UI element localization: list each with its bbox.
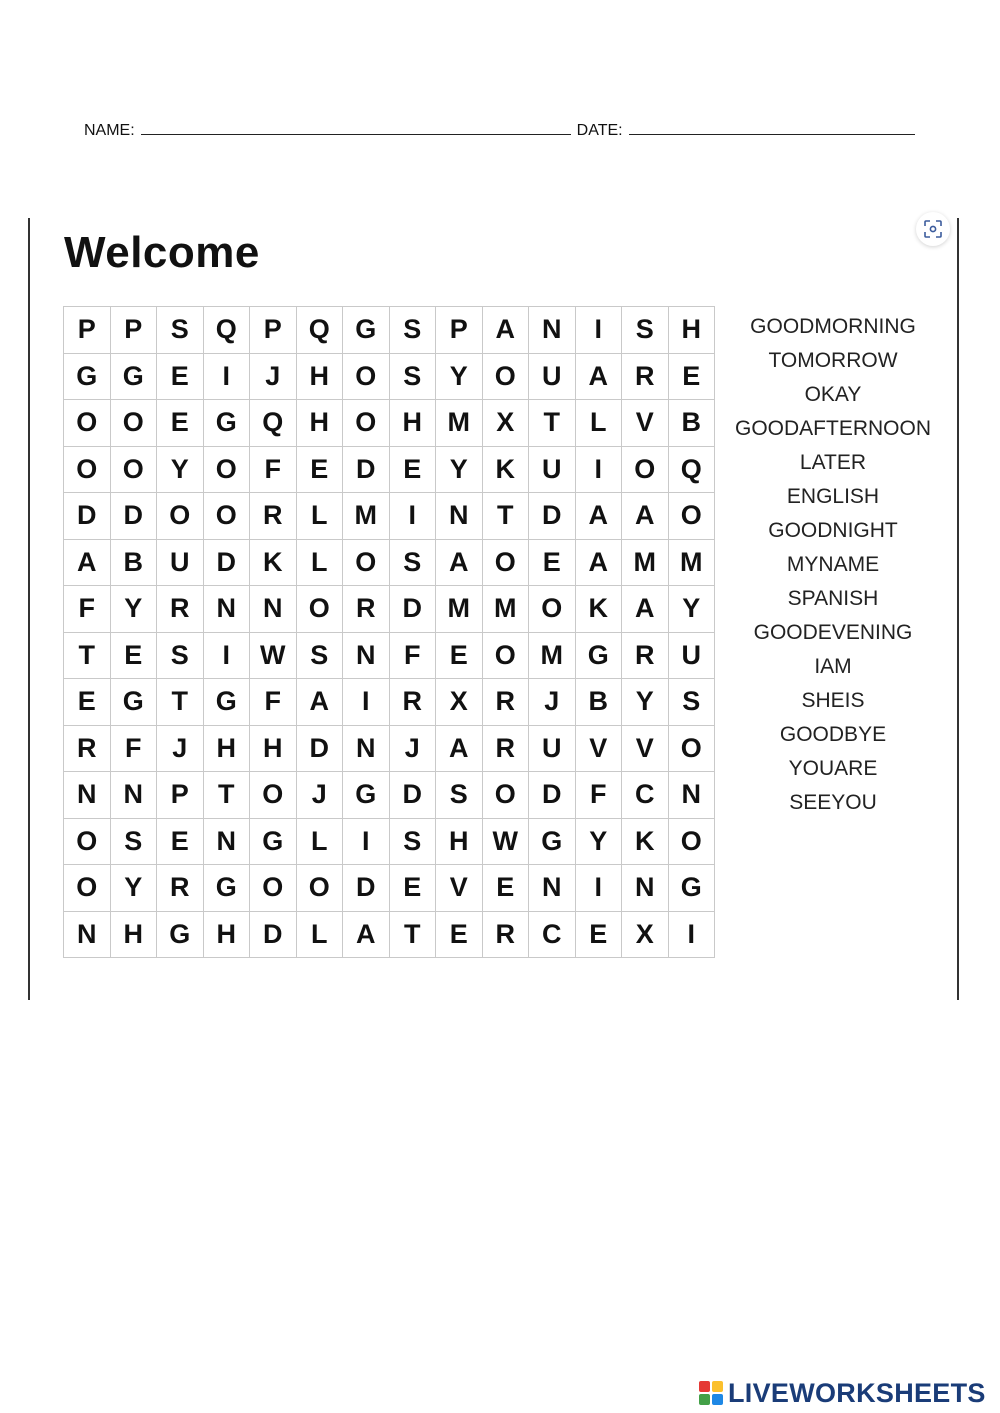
grid-cell[interactable]: Y bbox=[110, 586, 157, 633]
grid-cell[interactable]: E bbox=[389, 446, 436, 493]
grid-cell[interactable]: W bbox=[250, 632, 297, 679]
grid-cell[interactable]: A bbox=[64, 539, 111, 586]
grid-cell[interactable]: A bbox=[622, 493, 669, 540]
grid-cell[interactable]: H bbox=[436, 818, 483, 865]
grid-cell[interactable]: D bbox=[203, 539, 250, 586]
student-info-line bbox=[84, 120, 921, 140]
brand-text: LIVEWORKSHEETS bbox=[728, 1377, 986, 1408]
grid-cell[interactable]: J bbox=[389, 725, 436, 772]
grid-cell[interactable]: S bbox=[389, 539, 436, 586]
word-list-item: SHEIS bbox=[801, 689, 865, 712]
grid-cell[interactable]: J bbox=[157, 725, 204, 772]
grid-cell[interactable]: D bbox=[343, 865, 390, 912]
grid-cell[interactable]: H bbox=[668, 307, 715, 354]
page-title: Welcome bbox=[64, 228, 260, 277]
grid-cell[interactable]: N bbox=[203, 586, 250, 633]
grid-cell[interactable]: M bbox=[343, 493, 390, 540]
date-field[interactable] bbox=[629, 120, 915, 135]
grid-cell[interactable]: R bbox=[250, 493, 297, 540]
grid-cell[interactable]: E bbox=[529, 539, 576, 586]
grid-cell[interactable]: K bbox=[482, 446, 529, 493]
grid-cell[interactable]: N bbox=[529, 307, 576, 354]
grid-cell[interactable]: G bbox=[203, 400, 250, 447]
grid-cell[interactable]: I bbox=[575, 446, 622, 493]
grid-cell[interactable]: E bbox=[296, 446, 343, 493]
grid-cell[interactable]: Y bbox=[436, 446, 483, 493]
grid-cell[interactable]: O bbox=[482, 772, 529, 819]
grid-cell[interactable]: D bbox=[389, 586, 436, 633]
grid-cell[interactable]: T bbox=[482, 493, 529, 540]
grid-cell[interactable]: V bbox=[622, 725, 669, 772]
grid-cell[interactable]: D bbox=[250, 911, 297, 958]
grid-cell[interactable]: Q bbox=[668, 446, 715, 493]
grid-cell[interactable]: M bbox=[529, 632, 576, 679]
grid-cell[interactable]: U bbox=[157, 539, 204, 586]
grid-cell[interactable]: O bbox=[529, 586, 576, 633]
grid-cell[interactable]: M bbox=[482, 586, 529, 633]
grid-cell[interactable]: N bbox=[64, 772, 111, 819]
grid-cell[interactable]: K bbox=[622, 818, 669, 865]
grid-cell[interactable]: G bbox=[343, 772, 390, 819]
word-list-item: GOODBYE bbox=[779, 723, 887, 746]
grid-cell[interactable]: N bbox=[622, 865, 669, 912]
grid-cell[interactable]: T bbox=[203, 772, 250, 819]
word-list-item: SEEYOU bbox=[789, 791, 877, 814]
grid-cell[interactable]: S bbox=[296, 632, 343, 679]
grid-cell[interactable]: B bbox=[575, 679, 622, 726]
grid-cell[interactable]: E bbox=[110, 632, 157, 679]
grid-cell[interactable]: Y bbox=[622, 679, 669, 726]
grid-cell[interactable]: U bbox=[529, 353, 576, 400]
grid-cell[interactable]: N bbox=[250, 586, 297, 633]
word-list-item: GOODAFTERNOON bbox=[734, 417, 931, 440]
word-list-item: YOUARE bbox=[788, 757, 878, 780]
date-label: DATE: bbox=[576, 122, 623, 139]
grid-cell[interactable]: M bbox=[622, 539, 669, 586]
grid-cell[interactable]: E bbox=[575, 911, 622, 958]
grid-cell[interactable]: E bbox=[436, 632, 483, 679]
grid-cell[interactable]: R bbox=[343, 586, 390, 633]
grid-cell[interactable]: L bbox=[575, 400, 622, 447]
grid-cell[interactable]: Y bbox=[668, 586, 715, 633]
grid-cell[interactable]: G bbox=[529, 818, 576, 865]
grid-cell[interactable]: R bbox=[157, 865, 204, 912]
grid-cell[interactable]: O bbox=[668, 818, 715, 865]
grid-cell[interactable]: L bbox=[296, 539, 343, 586]
grid-cell[interactable]: H bbox=[389, 400, 436, 447]
grid-cell[interactable]: G bbox=[110, 679, 157, 726]
grid-cell[interactable]: U bbox=[529, 725, 576, 772]
grid-cell[interactable]: L bbox=[296, 818, 343, 865]
grid-row bbox=[64, 725, 715, 772]
grid-cell[interactable]: A bbox=[296, 679, 343, 726]
worksheet-left-border bbox=[28, 218, 30, 1000]
grid-cell[interactable]: N bbox=[110, 772, 157, 819]
grid-cell[interactable]: Q bbox=[296, 307, 343, 354]
word-list-item: GOODEVENING bbox=[753, 621, 913, 644]
grid-cell[interactable]: H bbox=[296, 353, 343, 400]
grid-cell[interactable]: F bbox=[250, 679, 297, 726]
grid-cell[interactable]: R bbox=[482, 911, 529, 958]
grid-cell[interactable]: E bbox=[157, 818, 204, 865]
grid-cell[interactable]: N bbox=[343, 632, 390, 679]
grid-cell[interactable]: A bbox=[622, 586, 669, 633]
grid-cell[interactable]: I bbox=[203, 632, 250, 679]
grid-cell[interactable]: A bbox=[575, 539, 622, 586]
word-list-item: GOODMORNING bbox=[750, 315, 916, 338]
grid-cell[interactable]: J bbox=[250, 353, 297, 400]
grid-cell[interactable]: O bbox=[668, 725, 715, 772]
name-field[interactable] bbox=[141, 120, 571, 135]
grid-cell[interactable]: J bbox=[296, 772, 343, 819]
grid-cell[interactable]: D bbox=[296, 725, 343, 772]
grid-cell[interactable]: S bbox=[389, 307, 436, 354]
grid-cell[interactable]: R bbox=[389, 679, 436, 726]
grid-row bbox=[64, 818, 715, 865]
grid-cell[interactable]: F bbox=[250, 446, 297, 493]
grid-cell[interactable]: G bbox=[668, 865, 715, 912]
word-list-item: IAM bbox=[814, 655, 852, 678]
grid-cell[interactable]: Y bbox=[157, 446, 204, 493]
grid-cell[interactable]: V bbox=[622, 400, 669, 447]
grid-cell[interactable]: E bbox=[482, 865, 529, 912]
grid-cell[interactable]: F bbox=[389, 632, 436, 679]
grid-cell[interactable]: O bbox=[482, 353, 529, 400]
grid-cell[interactable]: D bbox=[529, 772, 576, 819]
grid-cell[interactable]: E bbox=[157, 353, 204, 400]
grid-cell[interactable]: O bbox=[343, 400, 390, 447]
grid-cell[interactable]: Q bbox=[203, 307, 250, 354]
grid-cell[interactable]: L bbox=[296, 493, 343, 540]
grid-cell[interactable]: S bbox=[389, 353, 436, 400]
grid-cell[interactable]: N bbox=[343, 725, 390, 772]
grid-cell[interactable]: O bbox=[296, 586, 343, 633]
word-list-item: MYNAME bbox=[786, 553, 880, 576]
grid-row bbox=[64, 539, 715, 586]
grid-cell[interactable]: V bbox=[436, 865, 483, 912]
grid-cell[interactable]: O bbox=[250, 772, 297, 819]
grid-cell[interactable]: T bbox=[529, 400, 576, 447]
grid-cell[interactable]: O bbox=[203, 493, 250, 540]
fullscreen-button[interactable] bbox=[916, 212, 950, 246]
grid-cell[interactable]: F bbox=[110, 725, 157, 772]
grid-cell[interactable]: N bbox=[64, 911, 111, 958]
grid-cell[interactable]: G bbox=[203, 679, 250, 726]
grid-cell[interactable]: G bbox=[343, 307, 390, 354]
grid-row bbox=[64, 586, 715, 633]
grid-cell[interactable]: T bbox=[389, 911, 436, 958]
name-label: NAME: bbox=[84, 122, 135, 139]
grid-row bbox=[64, 493, 715, 540]
grid-cell[interactable]: N bbox=[203, 818, 250, 865]
grid-cell[interactable]: D bbox=[110, 493, 157, 540]
grid-cell[interactable]: W bbox=[482, 818, 529, 865]
grid-cell[interactable]: O bbox=[203, 446, 250, 493]
grid-cell[interactable]: P bbox=[157, 772, 204, 819]
grid-cell[interactable]: S bbox=[622, 307, 669, 354]
grid-cell[interactable]: O bbox=[64, 400, 111, 447]
grid-cell[interactable]: B bbox=[668, 400, 715, 447]
liveworksheets-logo bbox=[698, 1378, 986, 1408]
grid-cell[interactable]: A bbox=[343, 911, 390, 958]
grid-cell[interactable]: S bbox=[157, 632, 204, 679]
grid-cell[interactable]: M bbox=[436, 586, 483, 633]
grid-cell[interactable]: U bbox=[529, 446, 576, 493]
grid-cell[interactable]: R bbox=[622, 632, 669, 679]
grid-cell[interactable]: O bbox=[110, 446, 157, 493]
grid-cell[interactable]: X bbox=[482, 400, 529, 447]
grid-cell[interactable]: G bbox=[250, 818, 297, 865]
grid-cell[interactable]: R bbox=[64, 725, 111, 772]
grid-cell[interactable]: D bbox=[343, 446, 390, 493]
grid-cell[interactable]: K bbox=[575, 586, 622, 633]
grid-cell[interactable]: S bbox=[110, 818, 157, 865]
grid-cell[interactable]: N bbox=[436, 493, 483, 540]
grid-cell[interactable]: I bbox=[575, 865, 622, 912]
grid-row bbox=[64, 353, 715, 400]
grid-cell[interactable]: P bbox=[110, 307, 157, 354]
grid-cell[interactable]: O bbox=[64, 818, 111, 865]
word-list bbox=[724, 313, 942, 823]
liveworksheets-logo-icon bbox=[698, 1380, 724, 1406]
worksheet-right-border bbox=[957, 218, 959, 1000]
fullscreen-focus-icon bbox=[924, 220, 942, 238]
grid-cell[interactable]: X bbox=[622, 911, 669, 958]
grid-row bbox=[64, 307, 715, 354]
grid-cell[interactable]: P bbox=[64, 307, 111, 354]
grid-cell[interactable]: R bbox=[482, 679, 529, 726]
grid-cell[interactable]: G bbox=[575, 632, 622, 679]
grid-cell[interactable]: C bbox=[622, 772, 669, 819]
grid-cell[interactable]: O bbox=[343, 353, 390, 400]
grid-cell[interactable]: O bbox=[482, 632, 529, 679]
grid-cell[interactable]: N bbox=[529, 865, 576, 912]
grid-cell[interactable]: O bbox=[157, 493, 204, 540]
grid-cell[interactable]: X bbox=[436, 679, 483, 726]
grid-cell[interactable]: P bbox=[436, 307, 483, 354]
grid-cell[interactable]: U bbox=[668, 632, 715, 679]
grid-cell[interactable]: O bbox=[64, 446, 111, 493]
grid-cell[interactable]: O bbox=[343, 539, 390, 586]
grid-cell[interactable]: C bbox=[529, 911, 576, 958]
grid-cell[interactable]: A bbox=[575, 353, 622, 400]
grid-cell[interactable]: N bbox=[668, 772, 715, 819]
grid-row bbox=[64, 679, 715, 726]
grid-cell[interactable]: F bbox=[575, 772, 622, 819]
grid-cell[interactable]: Y bbox=[436, 353, 483, 400]
grid-cell[interactable]: P bbox=[250, 307, 297, 354]
grid-cell[interactable]: R bbox=[157, 586, 204, 633]
grid-cell[interactable]: I bbox=[343, 679, 390, 726]
word-search-grid bbox=[63, 306, 715, 958]
grid-row bbox=[64, 772, 715, 819]
grid-cell[interactable]: B bbox=[110, 539, 157, 586]
grid-cell[interactable]: Q bbox=[250, 400, 297, 447]
grid-cell[interactable]: G bbox=[110, 353, 157, 400]
grid-cell[interactable]: H bbox=[110, 911, 157, 958]
grid-cell[interactable]: O bbox=[622, 446, 669, 493]
grid-cell[interactable]: O bbox=[250, 865, 297, 912]
word-list-item: OKAY bbox=[804, 383, 862, 406]
grid-cell[interactable]: V bbox=[575, 725, 622, 772]
grid-cell[interactable]: D bbox=[389, 772, 436, 819]
grid-cell[interactable]: G bbox=[203, 865, 250, 912]
grid-cell[interactable]: I bbox=[668, 911, 715, 958]
grid-row bbox=[64, 400, 715, 447]
grid-cell[interactable]: D bbox=[529, 493, 576, 540]
grid-cell[interactable]: E bbox=[64, 679, 111, 726]
grid-cell[interactable]: A bbox=[436, 539, 483, 586]
grid-cell[interactable]: R bbox=[622, 353, 669, 400]
grid-cell[interactable]: A bbox=[575, 493, 622, 540]
grid-cell[interactable]: E bbox=[436, 911, 483, 958]
grid-cell[interactable]: O bbox=[668, 493, 715, 540]
grid-cell[interactable]: T bbox=[64, 632, 111, 679]
grid-cell[interactable]: G bbox=[157, 911, 204, 958]
grid-cell[interactable]: H bbox=[296, 400, 343, 447]
word-list-item: LATER bbox=[799, 451, 867, 474]
grid-cell[interactable]: I bbox=[389, 493, 436, 540]
grid-cell[interactable]: O bbox=[482, 539, 529, 586]
word-list-item: TOMORROW bbox=[768, 349, 898, 372]
grid-cell[interactable]: A bbox=[482, 307, 529, 354]
grid-cell[interactable]: T bbox=[157, 679, 204, 726]
grid-cell[interactable]: M bbox=[668, 539, 715, 586]
grid-cell[interactable]: L bbox=[296, 911, 343, 958]
word-list-item: ENGLISH bbox=[786, 485, 880, 508]
grid-cell[interactable]: O bbox=[110, 400, 157, 447]
grid-cell[interactable]: Y bbox=[110, 865, 157, 912]
grid-cell[interactable]: I bbox=[203, 353, 250, 400]
grid-row bbox=[64, 911, 715, 958]
grid-cell[interactable]: I bbox=[343, 818, 390, 865]
grid-cell[interactable]: M bbox=[436, 400, 483, 447]
grid-cell[interactable]: H bbox=[203, 725, 250, 772]
grid-cell[interactable]: I bbox=[575, 307, 622, 354]
grid-cell[interactable]: Y bbox=[575, 818, 622, 865]
grid-cell[interactable]: S bbox=[389, 818, 436, 865]
grid-cell[interactable]: F bbox=[64, 586, 111, 633]
grid-row bbox=[64, 632, 715, 679]
word-list-item: SPANISH bbox=[787, 587, 879, 610]
grid-cell[interactable]: K bbox=[250, 539, 297, 586]
grid-cell[interactable]: H bbox=[203, 911, 250, 958]
grid-cell[interactable]: H bbox=[250, 725, 297, 772]
grid-row bbox=[64, 446, 715, 493]
grid-cell[interactable]: E bbox=[157, 400, 204, 447]
grid-cell[interactable]: O bbox=[296, 865, 343, 912]
grid-cell[interactable]: A bbox=[436, 725, 483, 772]
grid-cell[interactable]: S bbox=[436, 772, 483, 819]
word-list-item: GOODNIGHT bbox=[768, 519, 898, 542]
grid-cell[interactable]: E bbox=[389, 865, 436, 912]
grid-cell[interactable]: E bbox=[668, 353, 715, 400]
grid-cell[interactable]: G bbox=[64, 353, 111, 400]
grid-cell[interactable]: D bbox=[64, 493, 111, 540]
grid-cell[interactable]: R bbox=[482, 725, 529, 772]
grid-cell[interactable]: J bbox=[529, 679, 576, 726]
grid-row bbox=[64, 865, 715, 912]
grid-cell[interactable]: S bbox=[668, 679, 715, 726]
grid-cell[interactable]: O bbox=[64, 865, 111, 912]
grid-cell[interactable]: S bbox=[157, 307, 204, 354]
